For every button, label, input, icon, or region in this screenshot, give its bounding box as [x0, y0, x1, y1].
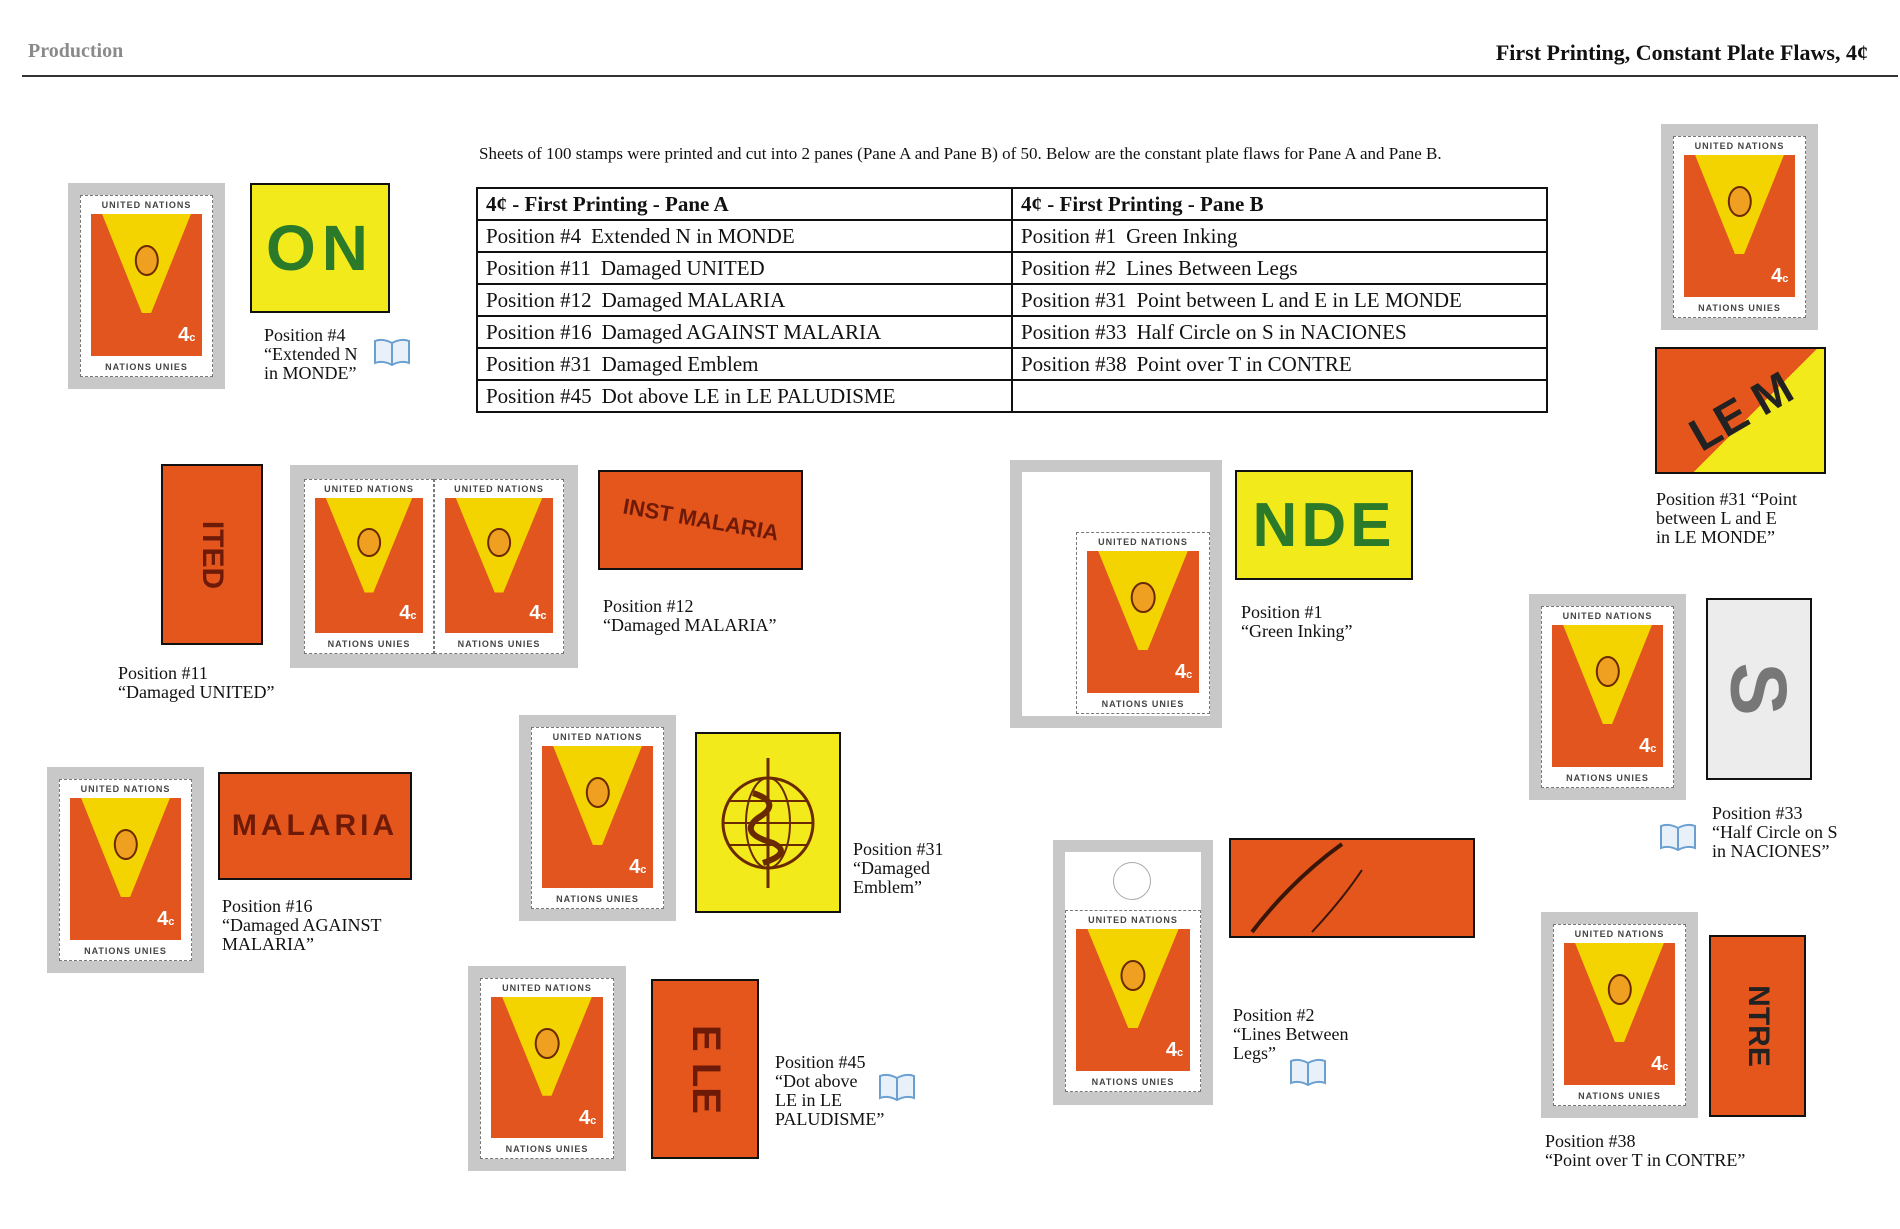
stamp-value: 4c [178, 324, 196, 347]
position-label: Position #12 [486, 287, 592, 312]
stamp-bottom-text: NATIONS UNIES [105, 362, 188, 372]
stamp-mount [519, 715, 676, 921]
stamp-mount [1053, 840, 1213, 1105]
flaw-label: Damaged AGAINST MALARIA [601, 319, 882, 344]
pane-b-header: 4¢ - First Printing - Pane B [1012, 188, 1547, 220]
caption-pos31a: Position #31 “Damaged Emblem” [853, 839, 944, 897]
caption-pos4: Position #4 “Extended N in MONDE” [264, 325, 358, 383]
stamp-mount [47, 767, 204, 973]
stamp-image [80, 195, 213, 377]
intro-text: Sheets of 100 stamps were printed and cut into 2 panes (Pane A and Pane B) of 50. Below are the constant plate flaws for Pane A and Pane B. [479, 144, 1442, 163]
table-header-row [477, 188, 1547, 220]
flaw-label: Dot above LE in LE PALUDISME [601, 383, 896, 408]
flaw-label: Half Circle on S in NACIONES [1136, 319, 1407, 344]
lines-closeup-icon [1232, 840, 1472, 936]
stamp-image: UNITED NATIONS 4c NATIONS UNIES [531, 727, 664, 909]
stamp-image: UNITED NATIONS 4c NATIONS UNIES [304, 479, 434, 654]
stamp-design [91, 214, 202, 356]
position-label: Position #2 [1021, 255, 1117, 280]
emblem-icon [1131, 582, 1156, 613]
position-label: Position #11 [486, 255, 591, 280]
position-label: Position #33 [1021, 319, 1127, 344]
open-book-icon[interactable] [373, 337, 411, 367]
position-label: Position #1 [1021, 223, 1117, 248]
flaw-closeup-pos38: NTRE [1709, 935, 1806, 1117]
flaw-closeup-pos12: INST MALARIA [598, 470, 803, 570]
stamp-top-text: UNITED NATIONS [101, 200, 192, 210]
pane-b-cell [1012, 220, 1547, 252]
emblem-closeup-icon [713, 753, 823, 893]
flaw-label: Point over T in CONTRE [1136, 351, 1352, 376]
flaw-closeup-pos45: E LE [651, 979, 759, 1159]
position-label: Position #31 [1021, 287, 1127, 312]
pane-a-cell [477, 220, 1012, 252]
table-row [477, 348, 1547, 380]
table-row [477, 220, 1547, 252]
position-label: Position #16 [486, 319, 592, 344]
caption-pos38: Position #38 “Point over T in CONTRE” [1545, 1131, 1746, 1170]
caption-pos11: Position #11 “Damaged UNITED” [118, 663, 275, 702]
pane-b-cell [1012, 348, 1547, 380]
table-row [477, 284, 1547, 316]
stamp-image: UNITED NATIONS 4c NATIONS UNIES [59, 779, 192, 961]
flaw-label: Extended N in MONDE [591, 223, 795, 248]
stamp-pair-mount [290, 465, 578, 668]
table-row [477, 380, 1547, 412]
table-row [477, 252, 1547, 284]
emblem-icon [487, 528, 511, 558]
flaw-label: Lines Between Legs [1126, 255, 1298, 280]
flaw-label: Damaged UNITED [600, 255, 765, 280]
stamp-mount [468, 966, 626, 1171]
stamp-mount [1529, 594, 1686, 800]
pane-a-cell [477, 380, 1012, 412]
section-label: Production [28, 40, 124, 62]
open-book-icon[interactable] [1289, 1057, 1327, 1087]
un-seal-icon [1113, 862, 1151, 900]
caption-pos12: Position #12 “Damaged MALARIA” [603, 596, 777, 635]
stamp-image: UNITED NATIONS 4c NATIONS UNIES [1553, 924, 1686, 1106]
stamp-image: UNITED NATIONS 4c NATIONS UNIES [1541, 606, 1674, 788]
stamp-mount [1661, 124, 1818, 330]
caption-pos16: Position #16 “Damaged AGAINST MALARIA” [222, 896, 382, 954]
position-label: Position #38 [1021, 351, 1127, 376]
open-book-icon[interactable] [878, 1072, 916, 1102]
header-divider [22, 75, 1898, 77]
emblem-icon [357, 528, 381, 558]
flaw-label: Green Inking [1126, 223, 1238, 248]
stamp-image: UNITED NATIONS 4c NATIONS UNIES [1065, 910, 1201, 1092]
pane-b-cell [1012, 252, 1547, 284]
pane-a-cell [477, 252, 1012, 284]
position-label: Position #4 [486, 223, 582, 248]
stamp-image: UNITED NATIONS 4c NATIONS UNIES [1076, 532, 1210, 714]
stamp-mount [1010, 460, 1222, 728]
pane-b-cell [1012, 380, 1547, 412]
emblem-icon [535, 1028, 560, 1059]
pane-b-cell [1012, 316, 1547, 348]
stamp-mount [68, 183, 225, 389]
page-title: First Printing, Constant Plate Flaws, 4¢ [1495, 40, 1868, 65]
caption-pos45: Position #45 “Dot above LE in LE PALUDISME” [775, 1052, 885, 1129]
caption-pos31b: Position #31 “Point between L and E in LE MONDE” [1656, 489, 1798, 547]
caption-pos1: Position #1 “Green Inking” [1241, 602, 1353, 641]
flaw-closeup-pos2 [1229, 838, 1475, 938]
pane-a-header: 4¢ - First Printing - Pane A [477, 188, 1012, 220]
stamp-image: UNITED NATIONS 4c NATIONS UNIES [1673, 136, 1806, 318]
pane-a-cell [477, 316, 1012, 348]
table-row [477, 316, 1547, 348]
flaw-label: Damaged Emblem [601, 351, 759, 376]
caption-pos2: Position #2 “Lines Between Legs” [1233, 1005, 1349, 1063]
pane-a-cell [477, 284, 1012, 316]
flaw-label: Damaged MALARIA [601, 287, 786, 312]
stamp-image: UNITED NATIONS 4c NATIONS UNIES [434, 479, 564, 654]
flaw-closeup-pos16: MALARIA [218, 772, 412, 880]
flaw-closeup-pos31b: LE M [1655, 347, 1826, 474]
stamp-image: UNITED NATIONS 4c NATIONS UNIES [480, 978, 614, 1159]
stamp-mount [1541, 912, 1698, 1118]
position-label: Position #45 [486, 383, 592, 408]
caption-pos33: Position #33 “Half Circle on S in NACIONES” [1712, 803, 1838, 861]
flaw-label: Point between L and E in LE MONDE [1136, 287, 1462, 312]
position-label: Position #31 [486, 351, 592, 376]
flaw-closeup-pos31a [695, 732, 841, 913]
flaw-closeup-pos1: NDE [1235, 470, 1413, 580]
flaw-closeup-pos33: S [1706, 598, 1812, 780]
flaw-closeup-pos4: ON [250, 183, 390, 313]
flaw-closeup-pos11: ITED [161, 464, 263, 645]
pane-a-cell [477, 348, 1012, 380]
pane-b-cell [1012, 284, 1547, 316]
plate-flaw-table [476, 187, 1548, 413]
open-book-icon[interactable] [1659, 822, 1697, 852]
